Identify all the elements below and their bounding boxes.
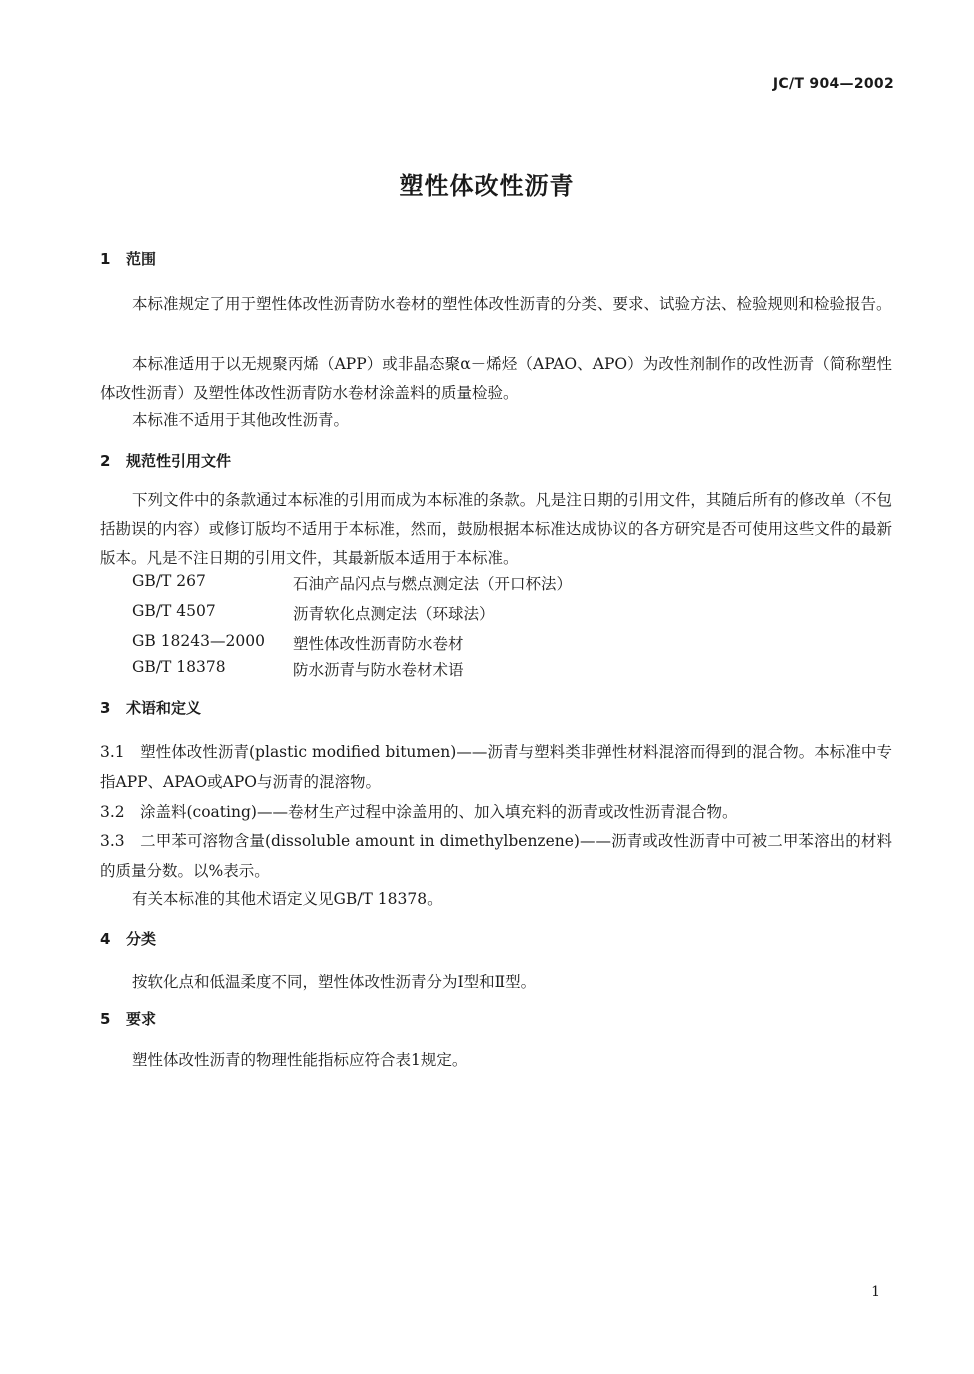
reference-code: GB 18243—2000 (132, 632, 265, 650)
term-number: 3.2 (100, 803, 125, 821)
standard-code: JC/T 904—2002 (772, 76, 894, 92)
section-5-text: 塑性体改性沥青的物理性能指标应符合表1规定。 (132, 1051, 468, 1069)
section-3-note: 有关本标准的其他术语定义见GB/T 18378。 (132, 890, 443, 908)
term-3-2 (100, 797, 892, 827)
term-3-3 (100, 826, 892, 886)
document-title: 塑性体改性沥青 (399, 172, 575, 200)
term-text: 涂盖料(coating)——卷材生产过程中涂盖用的、加入填充料的沥青或改性沥青混合物。 (140, 803, 738, 821)
section-5-heading (100, 1008, 156, 1029)
section-title: 规范性引用文件 (126, 452, 232, 470)
section-4-text: 按软化点和低温柔度不同，塑性体改性沥青分为Ⅰ型和Ⅱ型。 (132, 973, 537, 991)
term-text: 二甲苯可溶物含量(dissoluble amount in dimethylbenzene)——沥青或改性沥青中可被二甲苯溶出的材料的质量分数。以%表示。 (100, 832, 892, 880)
section-1-heading (100, 248, 156, 269)
section-title: 术语和定义 (126, 699, 202, 717)
section-3-heading (100, 697, 201, 718)
section-number: 1 (100, 250, 111, 268)
section-2-heading (100, 450, 231, 471)
section-number: 4 (100, 930, 111, 948)
section-number: 2 (100, 452, 111, 470)
reference-code: GB/T 267 (132, 572, 206, 590)
section-4-heading (100, 928, 156, 949)
section-2-intro: 下列文件中的条款通过本标准的引用而成为本标准的条款。凡是注日期的引用文件，其随后所有的修改单（不包括勘误的内容）或修订版均不适用于本标准，然而，鼓励根据本标准达成协议的各方研究是否可使用这些文件的最新版本。凡是不注日期的引用文件，其最新版本适用于本标准。 (100, 491, 892, 567)
reference-title: 沥青软化点测定法（环球法） (293, 605, 495, 623)
term-number: 3.3 (100, 832, 125, 850)
section-number: 3 (100, 699, 111, 717)
reference-title: 防水沥青与防水卷材术语 (293, 661, 464, 679)
section-1-paragraph-2: 本标准适用于以无规聚丙烯（APP）或非晶态聚α－烯烃（APAO、APO）为改性剂制作的改性沥青（简称塑性体改性沥青）及塑性体改性沥青防水卷材涂盖料的质量检验。 (100, 355, 892, 402)
page-number: 1 (871, 1284, 880, 1300)
reference-code: GB/T 4507 (132, 602, 216, 620)
reference-title: 石油产品闪点与燃点测定法（开口杯法） (293, 575, 573, 593)
reference-title: 塑性体改性沥青防水卷材 (293, 635, 464, 653)
term-text: 塑性体改性沥青(plastic modified bitumen)——沥青与塑料类非弹性材料混溶而得到的混合物。本标准中专指APP、APAO或APO与沥青的混溶物。 (100, 743, 892, 791)
section-title: 分类 (126, 930, 157, 948)
section-1-paragraph-1: 本标准规定了用于塑性体改性沥青防水卷材的塑性体改性沥青的分类、要求、试验方法、检验规则和检验报告。 (132, 295, 892, 313)
section-number: 5 (100, 1010, 111, 1028)
section-1-paragraph-3: 本标准不适用于其他改性沥青。 (132, 411, 350, 429)
term-number: 3.1 (100, 743, 125, 761)
section-title: 范围 (126, 250, 157, 268)
reference-code: GB/T 18378 (132, 658, 226, 676)
section-title: 要求 (126, 1010, 157, 1028)
term-3-1 (100, 737, 892, 797)
